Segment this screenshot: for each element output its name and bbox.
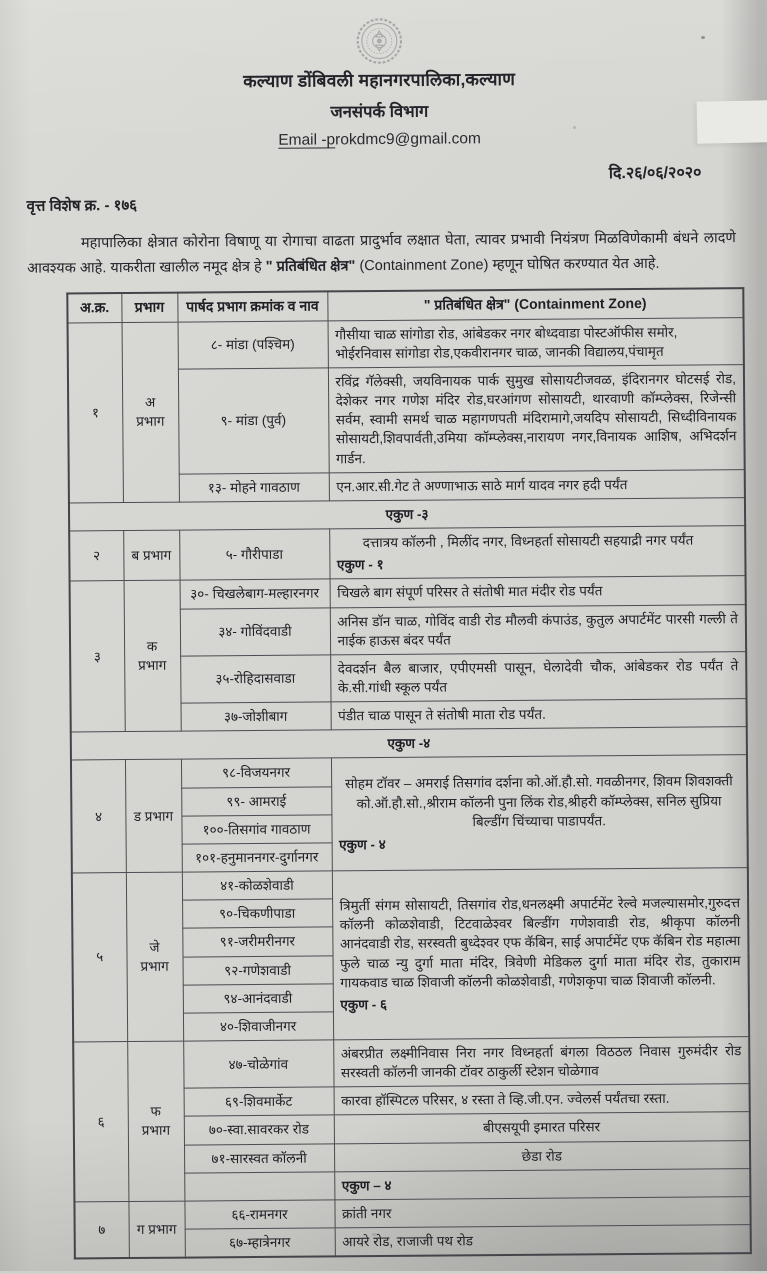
councillor-ward-cell: ४७-चोळेगांव [183, 1040, 333, 1088]
email-address: rokdmc9@gmail.com [335, 130, 481, 149]
area-cell: अंबरप्रीत लक्ष्मीनिवास निरा नगर विध्नहर्ता बंगला विठठल निवास गुरुमंदीर रोड सरस्वती कॉलनी जानकी टॉवर ठाकुर्ली स्टेशन चोळेगाव [333, 1037, 749, 1088]
table-row [73, 1037, 749, 1090]
councillor-ward-cell: ४१-कोळशेवाडी [182, 871, 332, 900]
councillor-ward-cell: ६७-म्हात्रेनगर [185, 1228, 335, 1258]
councillor-ward-cell: ८- मांडा (पश्चिम) [178, 321, 328, 369]
intro-text-tail: (Containment Zone) म्हणून घोषित करण्यात येत आहे. [355, 256, 660, 275]
department-name: जनसंपर्क विभाग [330, 102, 429, 122]
councillor-ward-cell: ९- मांडा (पुर्व) [178, 368, 329, 474]
section-total-inline: एकुण - ६ [340, 996, 388, 1013]
area-text: दत्तात्रय कॉलनी , मिलींद नगर, विध्नहर्ता सोसायटी सहयाद्री नगर पर्यंत [362, 532, 694, 551]
serial-cell: ७ [74, 1201, 128, 1258]
councillor-ward-cell: ४०-शिवाजीनगर [183, 1012, 333, 1041]
area-cell: पंडीत चाळ पासून ते संतोषी माता रोड पर्यंत. [331, 699, 747, 730]
councillor-ward-cell: ९१-जरीमरीनगर [182, 927, 332, 956]
email-underlined-part: Email -p [278, 131, 336, 149]
ward-cell: ग प्रभाग [128, 1201, 184, 1258]
area-cell: आयरे रोड, राजाजी पथ रोड [335, 1225, 751, 1257]
col-header-containment-zone: " प्रतिबंधित क्षेत्र" (Containment Zone) [327, 288, 743, 321]
col-header-ward: प्रभाग [121, 292, 177, 322]
ward-cell: अ प्रभाग [122, 322, 179, 503]
email-line [0, 128, 763, 152]
serial-cell: ५ [72, 873, 127, 1042]
org-name: कल्याण डोंबिवली महानगरपालिका,कल्याण [243, 68, 516, 92]
section-total-cell: एकुण -४ [71, 727, 747, 760]
section-total-inline: एकुण - ४ [339, 836, 386, 853]
councillor-ward-cell: ३०- चिखलेबाग-मल्हारनगर [180, 579, 330, 608]
section-total-inline: एकुण - १ [336, 557, 384, 573]
serial-cell: ६ [73, 1042, 128, 1202]
area-cell: चिखले बाग संपूर्ण परिसर ते संतोषी मात मंदीर रोड पर्यंत [330, 576, 746, 607]
municipal-seal-icon [354, 16, 404, 66]
councillor-ward-cell: १०१-हनुमाननगर-दुर्गानगर [182, 843, 332, 872]
councillor-ward-cell: ६९-शिवमार्केट [184, 1087, 334, 1116]
table-row [71, 755, 747, 788]
area-cell: कारवा हॉस्पिटल परिसर, ४ रस्ता ते व्हि.जी.एन. ज्वेलर्स पर्यंतचा रस्ता. [334, 1084, 750, 1115]
councillor-ward-cell: ९८-विजयनगर [181, 758, 331, 787]
date-line: दि.२६/०६/२०२० [608, 164, 702, 183]
col-header-councillor-ward: पार्षद प्रभाग क्रमांक व नाव [177, 291, 327, 322]
area-cell: क्रांती नगर [334, 1197, 750, 1228]
councillor-ward-cell: ९४-आनंदवाडी [183, 984, 333, 1013]
ward-cell: फ प्रभाग [127, 1041, 184, 1201]
area-cell: एन.आर.सी.गेट ते अण्णाभाऊ साठे मार्ग यादव नगर हदी पर्यंत [329, 469, 745, 500]
ward-cell: जे प्रभाग [126, 872, 183, 1041]
councillor-ward-cell: ३४- गोविंदवाडी [180, 607, 330, 655]
area-merged-cell [332, 868, 749, 1040]
area-merged-cell [331, 755, 748, 871]
col-header-serial: अ.क्र. [67, 293, 121, 323]
councillor-ward-cell: ९२-गणेशवाडी [183, 955, 333, 984]
area-cell: छेडा रोड [334, 1140, 750, 1171]
intro-bold-phrase: " प्रतिबंधित क्षेत्र" [265, 258, 356, 276]
councillor-ward-cell: ७१-सारस्वत कॉलनी [184, 1144, 334, 1173]
area-text: त्रिमुर्ती संगम सोसायटी, तिसगांव रोड,धनलक्ष्मी अपार्टमेंट रेल्वे मजल्यासमोर,गुरुदत्त कॉलनी कोळशेवाडी, टिटवाळेश्वर बिल्डींग गणेशवाडी रोड, श्रीकृपा कॉलनी आनंदवाडी रोड, सरस्वती बुध्देश्वर एफ कॅबिन, साई अपार्टमेंट एफ कॅबिन रोड महात्मा फुले चाळ न्यु दुर्गा माता मंदिर, त्रिवेणी मेडिकल दुर्गा माता मंदिर रोड, तुकाराम गायकवाड चाळ शिवाजी कॉलनी कोळशेवाडी, गणेशकृपा चाळ शिवाजी कॉलनी. [339, 895, 741, 991]
area-cell: अनिस डॉन चाळ, गोविंद वाडी रोड मौलवी कंपाउंड, कुतुल अपार्टमेंट पारसी गल्ली ते नाईक हाऊस बंदर पर्यंत [330, 604, 746, 655]
serial-cell: २ [69, 531, 123, 582]
serial-cell: ४ [71, 760, 126, 873]
councillor-ward-cell: ५- गौरीपाडा [179, 529, 329, 580]
area-cell: देवदर्शन बैल बाजार, एपीएमसी पासून, घेलादेवी चौक, आंबेडकर रोड पर्यंत ते के.सी.गांधी स्कूल पर्यंत [330, 651, 746, 702]
containment-zone-table [66, 287, 752, 1260]
ward-cell: ब प्रभाग [123, 530, 179, 581]
councillor-ward-cell: ७०-स्वा.सावरकर रोड [184, 1115, 334, 1144]
area-cell [329, 526, 745, 580]
councillor-ward-cell: १३- मोहने गावठाण [179, 473, 329, 502]
area-cell: रविंद्र गॅलेक्सी, जयविनायक पार्क सुमुख सोसायटीजवळ, इंदिरानगर घोटसई रोड, देशेकर नगर गणेश मंदिर रोड,घरआंगण सोसायटी, थारवाणी कॉम्प्लेक्स, रिजेन्सी सर्वम, स्वामी समर्थ चाळ महागणपती मंदिरामागे,जयदिप सोसायटी, सिध्दीविनायक सोसायटी,शिवपार्वती,उमिया कॉम्प्लेक्स,नारायण नगर,विनायक आशिष, अभिदर्शन गार्डन. [328, 365, 745, 473]
ward-cell: ड प्रभाग [125, 760, 182, 873]
empty-cell [184, 1172, 334, 1201]
table-row [72, 868, 748, 901]
ward-cell: क प्रभाग [124, 580, 181, 731]
councillor-ward-cell: ३७-जोशीबाग [181, 702, 331, 731]
councillor-ward-cell: ९९- आमराई [181, 787, 331, 816]
area-cell: बीएसयूपी इमारत परिसर [334, 1112, 750, 1143]
serial-cell: १ [68, 322, 123, 503]
section-total-cell: एकुण -३ [69, 498, 745, 531]
councillor-ward-cell: ३५-रोहिदासवाडा [180, 655, 330, 703]
section-total-cell: एकुण – ४ [334, 1168, 750, 1199]
serial-cell: ३ [70, 581, 125, 732]
councillor-ward-cell: १००-तिसगांव गावठाण [181, 815, 331, 844]
councillor-ward-cell: ९०-चिकणीपाडा [182, 899, 332, 928]
intro-paragraph [27, 226, 736, 282]
reference-number: वृत्त विशेष क्र. - १७६ [26, 196, 138, 215]
area-text: सोहम टॉवर – अमराई तिसगांव दर्शना को.ऑ.हौ.सो. गवळीनगर, शिवम शिवशक्ती को.ऑ.हौ.सो.,श्रीराम कॉलनी पुना लिंक रोड,श्रीहरी कॉम्प्लेक्स, सनिल सुप्रिया बिल्डींग चिंच्याचा पाडापर्यंत. [345, 773, 733, 830]
table-row [69, 526, 745, 582]
councillor-ward-cell: ६६-रामनगर [184, 1200, 334, 1229]
intro-text: महापालिका क्षेत्रात कोरोना विषाणू या रोगाचा वाढता प्रादुर्भाव लक्षात घेता, त्यावर प्रभावी नियंत्रण मिळविणेकामी बंधने लादणे आवश्यक आहे. याकरीता खालील नमूद क्षेत्र हे [27, 230, 736, 278]
area-cell: गौसीया चाळ सांगोडा रोड, आंबेडकर नगर बोध्दवाडा पोस्टऑफीस समोर, भोईरनिवास सांगोडा रोड,एकवीरानगर चाळ, जानकी विद्यालय,पंचामृत [328, 317, 744, 368]
table-row [68, 317, 744, 370]
